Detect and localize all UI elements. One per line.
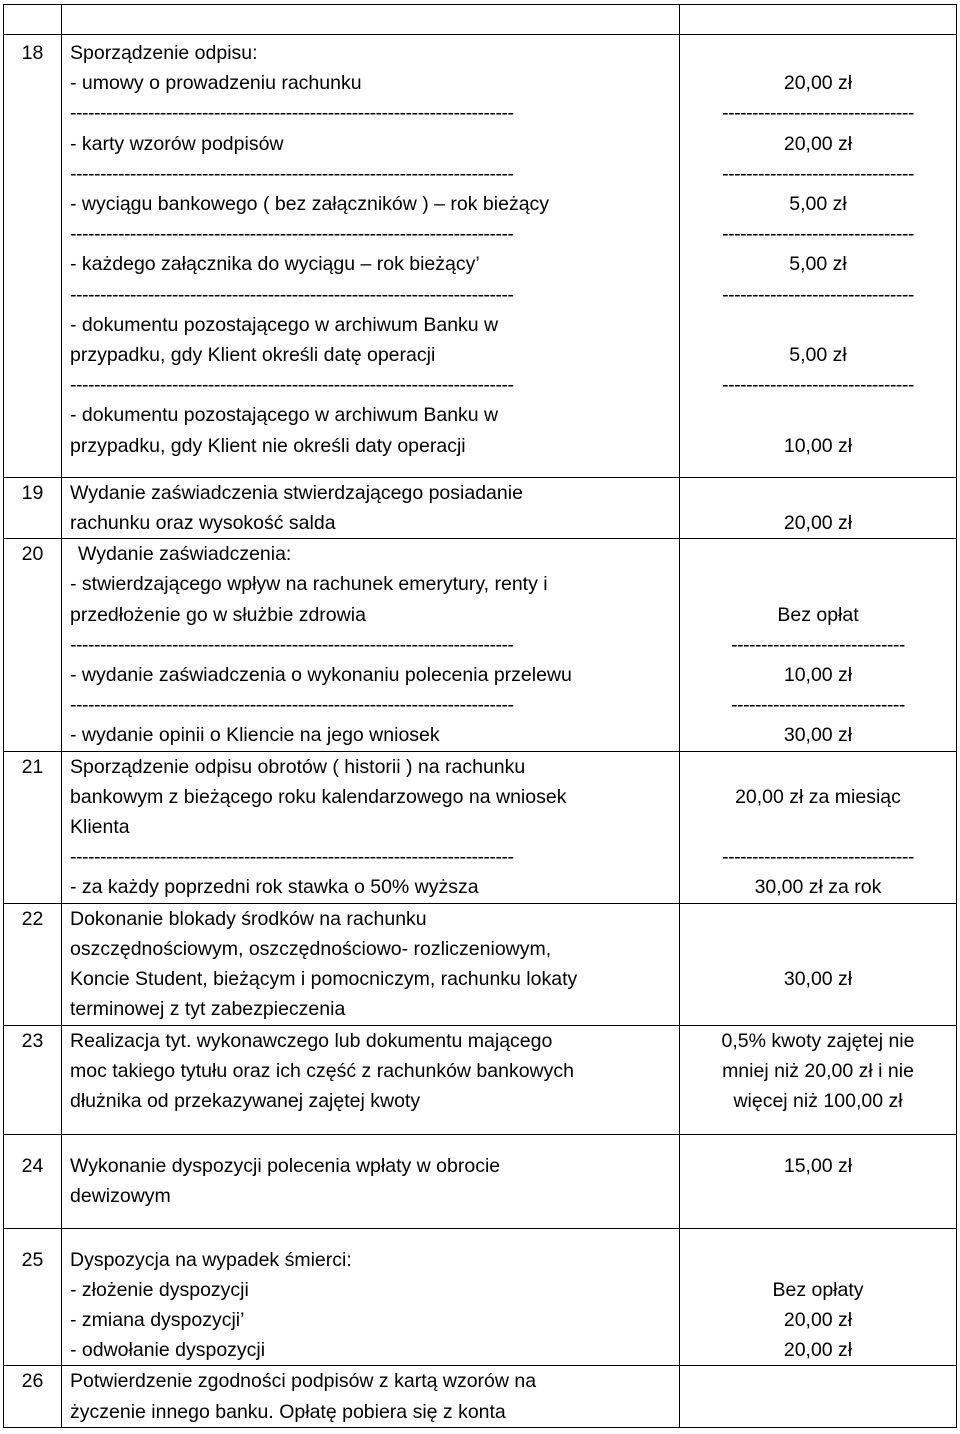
table-row <box>4 35 957 478</box>
price-value: 30,00 zł za rok <box>754 876 882 899</box>
item-text: - wydanie opinii o Kliencie na jego wniosek <box>70 724 440 747</box>
row-description <box>62 1366 680 1427</box>
separator: ----------------------------- <box>731 633 905 656</box>
row-number: 25 <box>4 1228 62 1366</box>
price-value: więcej niż 100,00 zł <box>733 1089 903 1112</box>
row-price <box>680 477 957 538</box>
row-text: Wydanie zaświadczenia stwierdzającego posiadanie <box>70 481 523 504</box>
item-text: - karty wzorów podpisów <box>70 132 284 155</box>
row-price <box>680 1135 957 1228</box>
row-number: 22 <box>4 903 62 1025</box>
row-text: oszczędnościowym, oszczędnościowo- rozliczeniowym, <box>70 937 552 960</box>
separator: -------------------------------- <box>722 162 914 185</box>
price-value: 5,00 zł <box>789 344 847 366</box>
row-description <box>62 477 680 538</box>
row-text: Klienta <box>70 816 130 839</box>
table-row <box>4 5 957 35</box>
table-row <box>4 477 957 538</box>
separator: -------------------------------- <box>722 283 914 306</box>
separator: -------------------------------- <box>722 374 914 397</box>
row-price <box>680 751 957 903</box>
row-text: Dyspozycja na wypadek śmierci: <box>70 1248 352 1271</box>
price-value: 10,00 zł <box>783 434 853 457</box>
row-title: Wydanie zaświadczenia: <box>78 543 292 566</box>
table-row <box>4 1135 957 1228</box>
item-text: przedłożenie go w służbie zdrowia <box>70 603 366 626</box>
header-price-cell <box>680 5 957 35</box>
row-description <box>62 903 680 1025</box>
price-value: 20,00 zł <box>783 1308 853 1331</box>
price-value: 15,00 zł <box>783 1155 853 1178</box>
price-value: 20,00 zł <box>783 72 853 95</box>
price-value: 20,00 zł <box>783 512 853 535</box>
separator: -------------------------------------------------------------------------- <box>70 374 514 397</box>
row-text: Potwierdzenie zgodności podpisów z kartą wzorów na <box>70 1370 537 1393</box>
price-value: 0,5% kwoty zajętej nie <box>721 1029 915 1052</box>
row-text: - złożenie dyspozycji <box>70 1278 249 1301</box>
item-text: - stwierdzającego wpływ na rachunek emerytury, renty i <box>70 573 548 596</box>
separator: -------------------------------------------------------------------------- <box>70 162 514 185</box>
separator: -------------------------------------------------------------------------- <box>70 223 514 246</box>
table-row <box>4 1228 957 1366</box>
row-description <box>62 751 680 903</box>
separator: -------------------------------- <box>722 846 914 869</box>
item-text: - wydanie zaświadczenia o wykonaniu polecenia przelewu <box>70 664 572 687</box>
row-text: Sporządzenie odpisu obrotów ( historii ) na rachunku <box>70 755 526 778</box>
row-text: - zmiana dyspozycji’ <box>70 1308 245 1331</box>
separator: -------------------------------- <box>722 223 914 246</box>
row-text: dłużnika od przekazywanej zajętej kwoty <box>70 1089 421 1112</box>
separator: -------------------------------------------------------------------------- <box>70 283 514 306</box>
fees-table <box>3 4 957 1428</box>
separator: -------------------------------------------------------------------------- <box>70 633 514 656</box>
row-price <box>680 539 957 751</box>
row-text: moc takiego tytułu oraz ich część z rachunków bankowych <box>70 1059 574 1082</box>
price-value: 10,00 zł <box>783 664 853 687</box>
price-value: 20,00 zł <box>783 1339 853 1362</box>
separator: ----------------------------- <box>731 694 905 717</box>
item-text: - umowy o prowadzeniu rachunku <box>70 72 362 95</box>
row-text: bankowym z bieżącego roku kalendarzowego na wniosek <box>70 785 567 808</box>
row-description <box>62 1228 680 1366</box>
row-price <box>680 903 957 1025</box>
table-row <box>4 1366 957 1427</box>
price-value: 5,00 zł <box>789 253 847 276</box>
item-text: - dokumentu pozostającego w archiwum Banku w <box>70 404 499 427</box>
row-description <box>62 1135 680 1228</box>
row-number: 20 <box>4 539 62 751</box>
row-text: życzenie innego banku. Opłatę pobiera się z konta <box>70 1400 506 1423</box>
row-number: 19 <box>4 477 62 538</box>
price-value: mniej niż 20,00 zł i nie <box>722 1059 914 1082</box>
price-value: 30,00 zł <box>783 724 853 747</box>
row-text: Koncie Student, bieżącym i pomocniczym, rachunku lokaty <box>70 968 578 991</box>
table-row <box>4 751 957 903</box>
item-text: - wyciągu bankowego ( bez załączników ) – rok bieżący <box>70 193 550 216</box>
table-row <box>4 1025 957 1135</box>
price-value: 20,00 zł za miesiąc <box>735 785 901 808</box>
row-title: Sporządzenie odpisu: <box>70 42 258 64</box>
row-text: dewizowym <box>70 1185 171 1208</box>
price-value: 30,00 zł <box>783 968 853 991</box>
row-description <box>62 1025 680 1135</box>
price-value: Bez opłaty <box>772 1278 864 1301</box>
table-row <box>4 903 957 1025</box>
row-price <box>680 1366 957 1427</box>
price-value: Bez opłat <box>777 603 859 626</box>
row-price <box>680 1228 957 1366</box>
price-value: 5,00 zł <box>789 193 847 215</box>
header-num-cell <box>4 5 62 35</box>
row-description <box>62 539 680 751</box>
row-number: 26 <box>4 1366 62 1427</box>
separator: -------------------------------------------------------------------------- <box>70 846 514 869</box>
row-price <box>680 1025 957 1135</box>
row-number: 18 <box>4 35 62 478</box>
item-text: - każdego załącznika do wyciągu – rok bieżący’ <box>70 253 480 276</box>
table-row <box>4 539 957 751</box>
header-desc-cell <box>62 5 680 35</box>
row-price <box>680 35 957 478</box>
item-text: przypadku, gdy Klient nie określi daty operacji <box>70 434 466 457</box>
separator: -------------------------------- <box>722 102 914 125</box>
row-text: Realizacja tyt. wykonawczego lub dokumentu mającego <box>70 1029 553 1052</box>
separator: -------------------------------------------------------------------------- <box>70 102 514 125</box>
row-number: 23 <box>4 1025 62 1135</box>
item-text: - za każdy poprzedni rok stawka o 50% wyższa <box>70 876 479 899</box>
separator: -------------------------------------------------------------------------- <box>70 694 514 717</box>
price-value: 20,00 zł <box>783 132 853 155</box>
item-text: - dokumentu pozostającego w archiwum Banku w <box>70 313 499 336</box>
row-text: rachunku oraz wysokość salda <box>70 512 336 535</box>
row-text: Wykonanie dyspozycji polecenia wpłaty w obrocie <box>70 1155 501 1178</box>
row-number: 21 <box>4 751 62 903</box>
row-number: 24 <box>4 1135 62 1228</box>
row-text: Dokonanie blokady środków na rachunku <box>70 907 427 930</box>
row-text: - odwołanie dyspozycji <box>70 1339 266 1362</box>
row-description <box>62 35 680 478</box>
row-text: terminowej z tyt zabezpieczenia <box>70 998 346 1021</box>
item-text: przypadku, gdy Klient określi datę operacji <box>70 344 436 367</box>
